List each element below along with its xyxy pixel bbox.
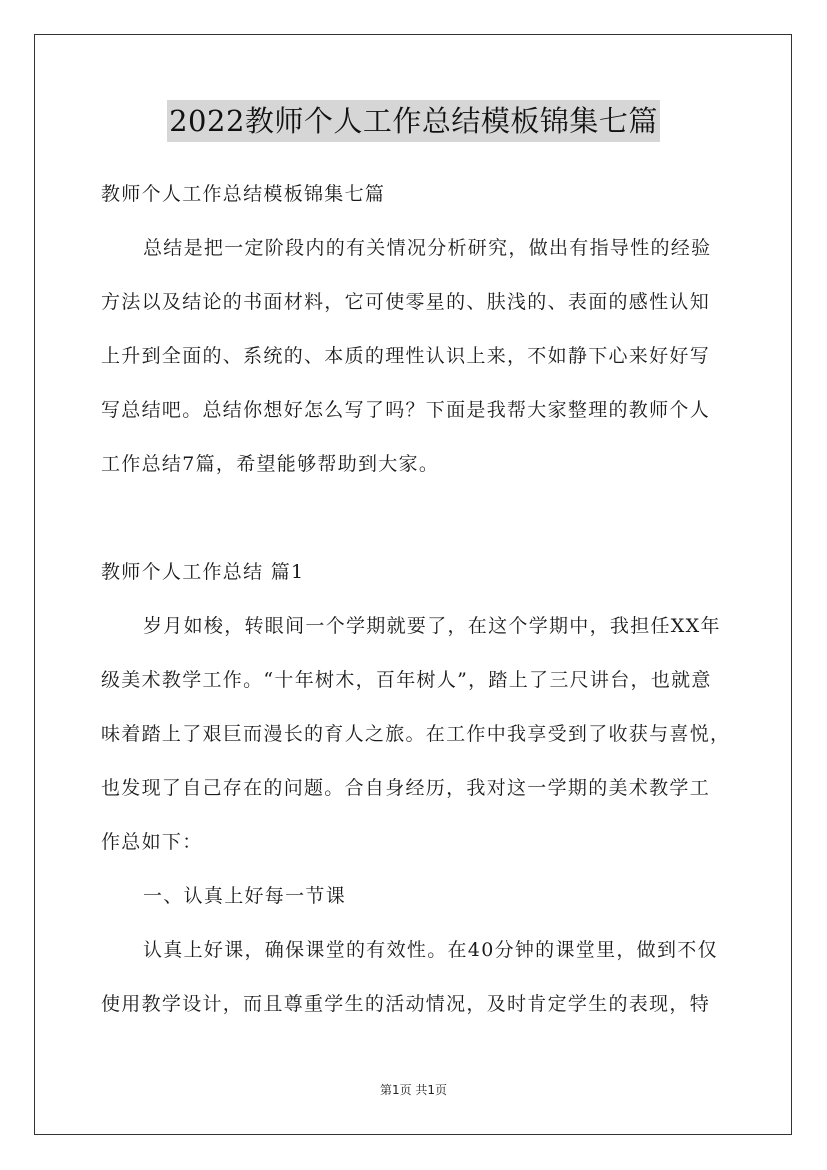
section-line: 作总如下： [101,831,203,853]
paragraph-line: 使用教学设计，而且尊重学生的活动情况，及时肯定学生的表现，特 [101,993,711,1015]
section-heading: 教师个人工作总结 篇1 [101,561,305,583]
intro-line: 工作总结7篇，希望能够帮助到大家。 [101,453,440,475]
section-line: 也发现了自己存在的问题。合自身经历，我对这一学期的美术教学工 [101,777,711,799]
intro-line: 上升到全面的、系统的、本质的理性认识上来，不如静下心来好好写 [101,345,711,367]
section-line: 岁月如梭，转眼间一个学期就要了，在这个学期中，我担任XX年 [143,615,721,637]
paragraph-line: 认真上好课，确保课堂的有效性。在40分钟的课堂里，做到不仅 [143,939,718,961]
document-title: 2022教师个人工作总结模板锦集七篇 [167,100,660,142]
section-line: 级美术教学工作。“十年树木，百年树人”，踏上了三尺讲台，也就意 [101,669,712,691]
section-line: 味着踏上了艰巨而漫长的育人之旅。在工作中我享受到了收获与喜悦， [101,723,731,745]
subheading: 一、认真上好每一节课 [143,885,347,907]
intro-line: 写总结吧。总结你想好怎么写了吗？下面是我帮大家整理的教师个人 [101,399,711,421]
intro-line: 总结是把一定阶段内的有关情况分析研究，做出有指导性的经验 [143,237,712,259]
title-container [0,100,827,142]
intro-line: 方法以及结论的书面材料，它可使零星的、肤浅的、表面的感性认知 [101,291,711,313]
page-footer: 第1页 共1页 [379,1083,448,1097]
document-subtitle: 教师个人工作总结模板锦集七篇 [101,183,386,205]
